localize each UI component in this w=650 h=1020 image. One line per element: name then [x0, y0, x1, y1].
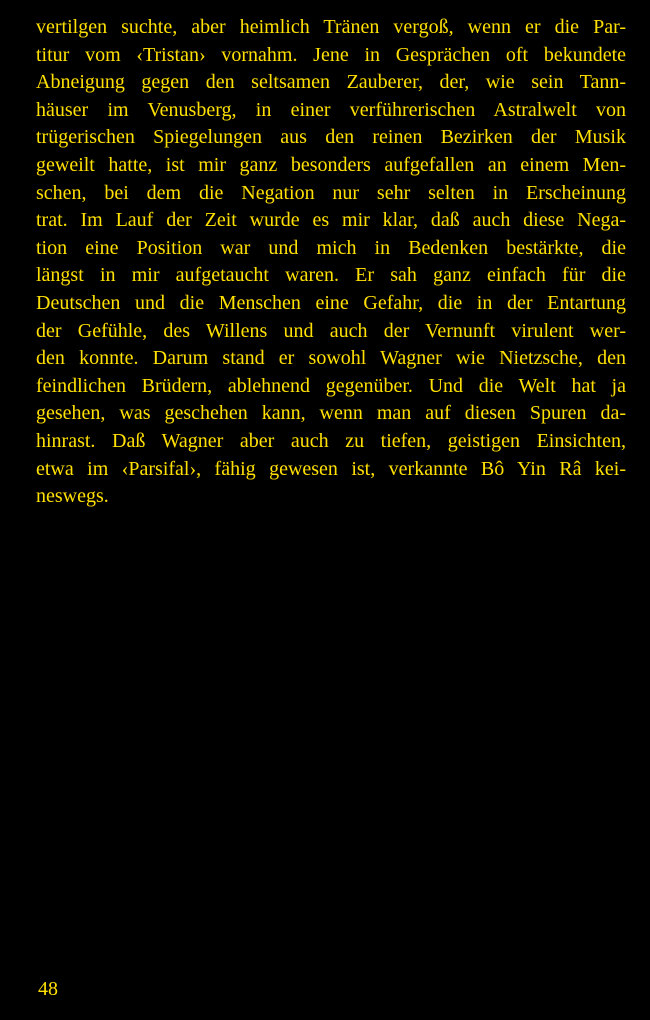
- page-number: 48: [38, 978, 58, 1000]
- text-line: Abneigung gegen den seltsamen Zauberer, der, wie sein Tann-: [36, 71, 626, 94]
- text-line: tion eine Position war und mich in Bedenken bestärkte, die: [36, 236, 626, 259]
- text-line: häuser im Venusberg, in einer verführerischen Astralwelt von: [36, 98, 626, 121]
- text-line: schen, bei dem die Negation nur sehr selten in Erscheinung: [36, 181, 626, 204]
- text-line: titur vom ‹Tristan› vornahm. Jene in Gesprächen oft bekundete: [36, 43, 626, 66]
- text-line: etwa im ‹Parsifal›, fähig gewesen ist, verkannte Bô Yin Râ kei-: [36, 457, 626, 480]
- text-line: geweilt hatte, ist mir ganz besonders aufgefallen an einem Men-: [36, 153, 626, 176]
- text-line: der Gefühle, des Willens und auch der Vernunft virulent wer-: [36, 319, 626, 342]
- text-line-last: neswegs.: [36, 485, 109, 508]
- text-line: feindlichen Brüdern, ablehnend gegenüber. Und die Welt hat ja: [36, 374, 626, 397]
- text-line: vertilgen suchte, aber heimlich Tränen vergoß, wenn er die Par-: [36, 16, 626, 38]
- text-line: hinrast. Daß Wagner aber auch zu tiefen, geistigen Einsichten,: [36, 429, 626, 452]
- text-line: trügerischen Spiegelungen aus den reinen Bezirken der Musik: [36, 126, 626, 149]
- text-line: trat. Im Lauf der Zeit wurde es mir klar, daß auch diese Nega-: [36, 209, 626, 232]
- body-text: [36, 14, 626, 511]
- text-line: Deutschen und die Menschen eine Gefahr, die in der Entartung: [36, 291, 626, 314]
- text-line: längst in mir aufgetaucht waren. Er sah ganz einfach für die: [36, 264, 626, 287]
- text-line: gesehen, was geschehen kann, wenn man auf diesen Spuren da-: [36, 402, 626, 425]
- text-line: den konnte. Darum stand er sowohl Wagner wie Nietzsche, den: [36, 347, 626, 370]
